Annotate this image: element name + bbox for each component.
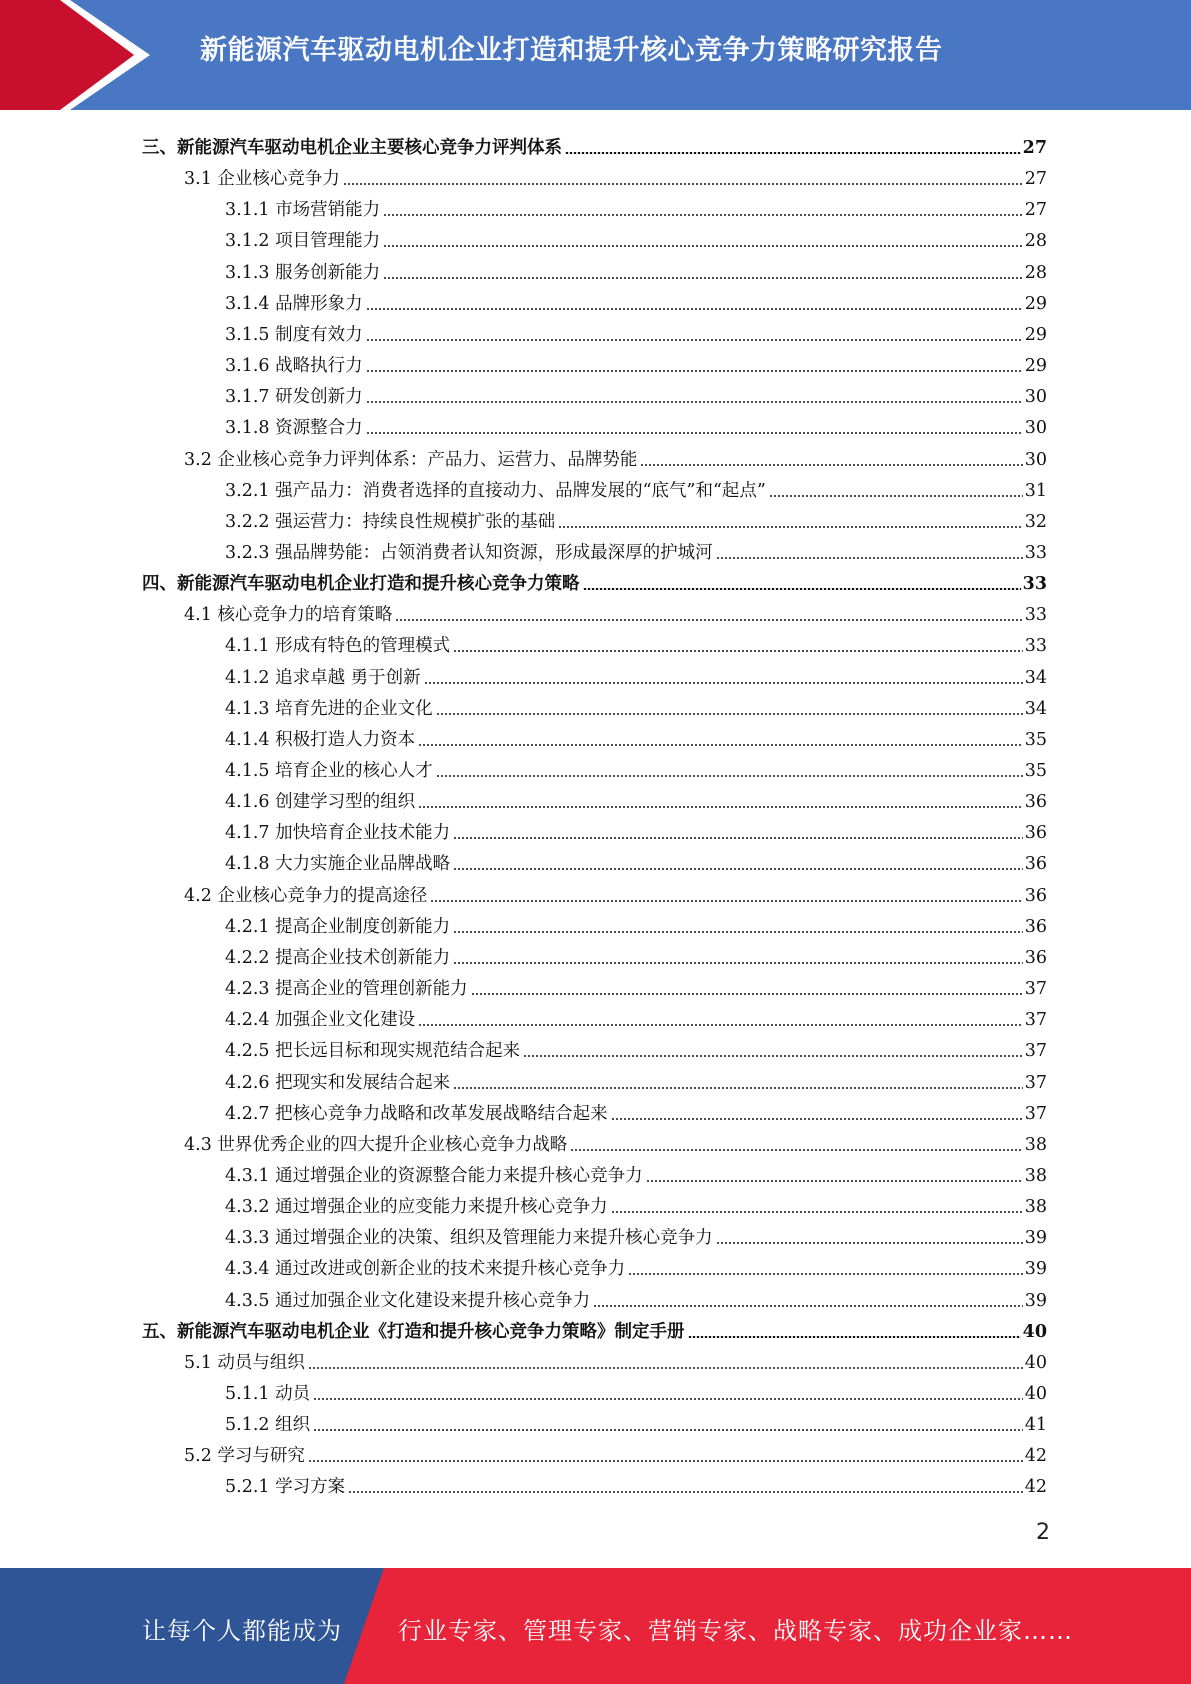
toc-entry[interactable] xyxy=(225,284,1047,315)
page-footer xyxy=(0,1568,1191,1684)
toc-dot-leader xyxy=(471,993,1023,995)
toc-entry[interactable] xyxy=(225,533,1047,564)
toc-dot-leader xyxy=(366,308,1023,310)
toc-entry[interactable] xyxy=(184,1343,1047,1374)
toc-entry-page-number: 34 xyxy=(1024,698,1047,719)
toc-entry-page-number: 36 xyxy=(1024,885,1047,906)
toc-entry[interactable] xyxy=(225,907,1047,938)
toc-entry-page-number: 36 xyxy=(1024,854,1047,875)
toc-entry-title: 3.2.2 强运营力：持续良性规模扩张的基础 xyxy=(225,511,556,532)
toc-entry-page-number: 36 xyxy=(1024,792,1047,813)
toc-entry-page-number: 33 xyxy=(1024,605,1047,626)
toc-entry[interactable] xyxy=(225,751,1047,782)
toc-entry-page-number: 38 xyxy=(1024,1197,1047,1218)
toc-entry-page-number: 42 xyxy=(1024,1477,1047,1498)
toc-entry[interactable] xyxy=(225,190,1047,221)
toc-dot-leader xyxy=(418,1024,1023,1026)
toc-entry[interactable] xyxy=(225,1031,1047,1062)
toc-entry-page-number: 36 xyxy=(1024,823,1047,844)
toc-entry[interactable] xyxy=(225,1374,1047,1405)
toc-entry-title: 4.1.5 培育企业的核心人才 xyxy=(225,761,433,781)
toc-entry[interactable] xyxy=(184,1436,1047,1467)
toc-dot-leader xyxy=(308,1460,1023,1462)
toc-entry-title: 3.2.3 强品牌势能：占领消费者认知资源，形成最深厚的护城河 xyxy=(225,542,713,563)
toc-entry[interactable] xyxy=(225,1156,1047,1187)
toc-entry-page-number: 33 xyxy=(1022,574,1047,595)
toc-entry-page-number: 29 xyxy=(1024,356,1047,377)
toc-entry-page-number: 40 xyxy=(1022,1321,1047,1342)
toc-entry[interactable] xyxy=(225,1249,1047,1280)
toc-dot-leader xyxy=(395,619,1022,621)
toc-entry-title: 4.3.2 通过增强企业的应变能力来提升核心竞争力 xyxy=(225,1197,608,1218)
toc-entry[interactable] xyxy=(225,346,1047,377)
toc-entry-page-number: 28 xyxy=(1024,262,1047,283)
toc-entry-page-number: 37 xyxy=(1024,1010,1047,1031)
toc-entry[interactable] xyxy=(142,564,1047,595)
toc-entry-title: 4.3.5 通过加强企业文化建设来提升核心竞争力 xyxy=(225,1290,591,1311)
toc-entry-title: 3.2.1 强产品力：消费者选择的直接动力、品牌发展的“底气”和“起点” xyxy=(225,480,766,501)
toc-entry-page-number: 38 xyxy=(1024,1165,1047,1186)
toc-entry[interactable] xyxy=(142,128,1047,159)
toc-entry-page-number: 42 xyxy=(1024,1446,1047,1467)
header-chevron-decoration xyxy=(0,0,160,110)
toc-dot-leader xyxy=(640,464,1022,466)
toc-entry-title: 5.1.1 动员 xyxy=(225,1384,311,1404)
toc-entry-page-number: 32 xyxy=(1024,511,1047,532)
toc-entry-title: 4.2.5 把长远目标和现实规范结合起来 xyxy=(225,1041,521,1062)
toc-entry-title: 3.1.7 研发创新力 xyxy=(225,387,363,408)
toc-entry-page-number: 38 xyxy=(1024,1134,1047,1155)
toc-entry-page-number: 39 xyxy=(1024,1228,1047,1249)
toc-dot-leader xyxy=(424,682,1023,684)
toc-entry-page-number: 39 xyxy=(1024,1290,1047,1311)
toc-entry-page-number: 30 xyxy=(1024,418,1047,439)
toc-dot-leader xyxy=(366,432,1023,434)
toc-dot-leader xyxy=(769,495,1023,497)
document-title: 新能源汽车驱动电机企业打造和提升核心竞争力策略研究报告 xyxy=(200,35,943,66)
toc-entry-title: 4.1.7 加快培育企业技术能力 xyxy=(225,823,451,844)
toc-entry[interactable] xyxy=(225,689,1047,720)
toc-dot-leader xyxy=(366,370,1023,372)
toc-entry-page-number: 27 xyxy=(1024,200,1047,221)
toc-dot-leader xyxy=(308,1367,1023,1369)
toc-entry-title: 3.2 企业核心竞争力评判体系：产品力、运营力、品牌势能 xyxy=(184,449,638,470)
toc-entry[interactable] xyxy=(225,969,1047,1000)
toc-entry-title: 3.1.5 制度有效力 xyxy=(225,324,363,345)
toc-entry[interactable] xyxy=(225,315,1047,346)
toc-dot-leader xyxy=(628,1273,1023,1275)
toc-dot-leader xyxy=(453,837,1023,839)
toc-entry-title: 4.2.4 加强企业文化建设 xyxy=(225,1010,416,1031)
toc-entry[interactable] xyxy=(225,408,1047,439)
toc-entry-page-number: 35 xyxy=(1024,761,1047,781)
toc-entry-title: 5.2 学习与研究 xyxy=(184,1446,305,1467)
page-number: 2 xyxy=(1036,1520,1050,1545)
toc-entry-title: 五、新能源汽车驱动电机企业《打造和提升核心竞争力策略》制定手册 xyxy=(142,1321,685,1342)
toc-entry[interactable] xyxy=(225,377,1047,408)
toc-entry-title: 4.2.6 把现实和发展结合起来 xyxy=(225,1072,451,1093)
toc-entry-title: 4.3.3 通过增强企业的决策、组织及管理能力来提升核心竞争力 xyxy=(225,1228,713,1249)
toc-entry-title: 5.1 动员与组织 xyxy=(184,1352,305,1373)
toc-dot-leader xyxy=(646,1180,1023,1182)
toc-entry-page-number: 33 xyxy=(1024,636,1047,657)
toc-entry[interactable] xyxy=(225,938,1047,969)
toc-entry-page-number: 41 xyxy=(1024,1415,1047,1436)
toc-dot-leader xyxy=(383,245,1023,247)
toc-dot-leader xyxy=(418,744,1023,746)
toc-entry-page-number: 35 xyxy=(1024,729,1047,750)
toc-entry-page-number: 30 xyxy=(1024,387,1047,408)
toc-entry-title: 4.2.3 提高企业的管理创新能力 xyxy=(225,979,468,1000)
toc-entry[interactable] xyxy=(142,1312,1047,1343)
toc-entry-page-number: 37 xyxy=(1024,979,1047,1000)
toc-entry[interactable] xyxy=(225,221,1047,252)
toc-entry-title: 4.1.2 追求卓越 勇于创新 xyxy=(225,667,421,688)
toc-entry-title: 3.1.2 项目管理能力 xyxy=(225,231,381,252)
toc-dot-leader xyxy=(383,214,1023,216)
toc-entry[interactable] xyxy=(225,253,1047,284)
toc-entry-title: 4.3.4 通过改进或创新企业的技术来提升核心竞争力 xyxy=(225,1259,626,1280)
toc-entry-title: 4.3.1 通过增强企业的资源整合能力来提升核心竞争力 xyxy=(225,1165,643,1186)
toc-entry[interactable] xyxy=(225,813,1047,844)
toc-dot-leader xyxy=(565,152,1021,154)
toc-entry[interactable] xyxy=(225,1281,1047,1312)
toc-dot-leader xyxy=(430,900,1022,902)
toc-entry[interactable] xyxy=(225,1218,1047,1249)
toc-entry-title: 4.2 企业核心竞争力的提高途径 xyxy=(184,885,428,906)
toc-entry[interactable] xyxy=(225,471,1047,502)
toc-entry[interactable] xyxy=(184,440,1047,471)
toc-dot-leader xyxy=(453,962,1023,964)
toc-dot-leader xyxy=(558,526,1023,528)
toc-entry[interactable] xyxy=(184,159,1047,190)
toc-entry-title: 3.1 企业核心竞争力 xyxy=(184,169,340,190)
toc-dot-leader xyxy=(343,183,1023,185)
toc-entry-page-number: 33 xyxy=(1024,542,1047,563)
toc-entry[interactable] xyxy=(225,1063,1047,1094)
toc-entry-page-number: 27 xyxy=(1024,169,1047,190)
toc-entry-title: 3.1.4 品牌形象力 xyxy=(225,293,363,314)
toc-entry[interactable] xyxy=(225,1094,1047,1125)
toc-dot-leader xyxy=(418,806,1023,808)
toc-entry[interactable] xyxy=(184,876,1047,907)
toc-dot-leader xyxy=(688,1336,1021,1338)
toc-entry-page-number: 37 xyxy=(1024,1103,1047,1124)
toc-dot-leader xyxy=(453,868,1023,870)
toc-dot-leader xyxy=(383,277,1023,279)
toc-entry-title: 4.3 世界优秀企业的四大提升企业核心竞争力战略 xyxy=(184,1134,568,1155)
toc-entry-title: 4.1.4 积极打造人力资本 xyxy=(225,729,416,750)
toc-dot-leader xyxy=(366,401,1023,403)
toc-entry-title: 4.1 核心竞争力的培育策略 xyxy=(184,605,393,626)
toc-entry[interactable] xyxy=(225,1405,1047,1436)
toc-dot-leader xyxy=(453,1087,1023,1089)
toc-entry[interactable] xyxy=(225,626,1047,657)
toc-entry-page-number: 30 xyxy=(1024,449,1047,470)
toc-entry-page-number: 36 xyxy=(1024,947,1047,968)
toc-dot-leader xyxy=(716,1242,1023,1244)
footer-slogan-left: 让每个人都能成为 xyxy=(142,1617,342,1645)
toc-entry-title: 3.1.6 战略执行力 xyxy=(225,356,363,377)
toc-entry[interactable] xyxy=(225,844,1047,875)
toc-entry-title: 三、新能源汽车驱动电机企业主要核心竞争力评判体系 xyxy=(142,138,562,158)
toc-dot-leader xyxy=(313,1429,1023,1431)
toc-dot-leader xyxy=(583,588,1021,590)
toc-entry-page-number: 36 xyxy=(1024,916,1047,937)
toc-dot-leader xyxy=(348,1491,1023,1493)
toc-entry[interactable] xyxy=(225,658,1047,689)
toc-entry[interactable] xyxy=(225,1000,1047,1031)
toc-entry-title: 3.1.3 服务创新能力 xyxy=(225,262,381,283)
toc-entry[interactable] xyxy=(225,782,1047,813)
toc-dot-leader xyxy=(366,339,1023,341)
toc-entry-title: 4.1.6 创建学习型的组织 xyxy=(225,792,416,813)
toc-dot-leader xyxy=(716,557,1023,559)
toc-dot-leader xyxy=(313,1398,1023,1400)
toc-entry-title: 4.2.2 提高企业技术创新能力 xyxy=(225,947,451,968)
toc-dot-leader xyxy=(523,1055,1023,1057)
toc-entry[interactable] xyxy=(225,1467,1047,1498)
toc-entry-title: 4.2.1 提高企业制度创新能力 xyxy=(225,916,451,937)
toc-entry[interactable] xyxy=(225,502,1047,533)
toc-entry-title: 4.1.1 形成有特色的管理模式 xyxy=(225,636,451,657)
toc-entry-page-number: 28 xyxy=(1024,231,1047,252)
toc-entry-page-number: 37 xyxy=(1024,1072,1047,1093)
toc-entry-page-number: 37 xyxy=(1024,1041,1047,1062)
toc-entry-page-number: 29 xyxy=(1024,324,1047,345)
toc-entry-title: 4.1.8 大力实施企业品牌战略 xyxy=(225,854,451,875)
toc-entry-page-number: 34 xyxy=(1024,667,1047,688)
toc-dot-leader xyxy=(593,1305,1023,1307)
toc-entry-title: 5.2.1 学习方案 xyxy=(225,1477,346,1498)
toc-entry-page-number: 39 xyxy=(1024,1259,1047,1280)
toc-entry-page-number: 40 xyxy=(1024,1352,1047,1373)
toc-entry-page-number: 29 xyxy=(1024,293,1047,314)
toc-entry-title: 3.1.8 资源整合力 xyxy=(225,418,363,439)
footer-slogan-right: 行业专家、管理专家、营销专家、战略专家、成功企业家…… xyxy=(398,1617,1073,1645)
toc-entry-title: 3.1.1 市场营销能力 xyxy=(225,200,381,221)
toc-entry-title: 四、新能源汽车驱动电机企业打造和提升核心竞争力策略 xyxy=(142,574,580,595)
toc-dot-leader xyxy=(611,1211,1023,1213)
toc-entry[interactable] xyxy=(184,1125,1047,1156)
toc-dot-leader xyxy=(611,1118,1023,1120)
toc-entry-title: 4.2.7 把核心竞争力战略和改革发展战略结合起来 xyxy=(225,1103,608,1124)
toc-dot-leader xyxy=(570,1149,1022,1151)
toc-entry-title: 5.1.2 组织 xyxy=(225,1415,311,1436)
toc-entry[interactable] xyxy=(184,595,1047,626)
toc-dot-leader xyxy=(453,650,1023,652)
toc-dot-leader xyxy=(453,931,1023,933)
toc-entry[interactable] xyxy=(225,720,1047,751)
toc-entry[interactable] xyxy=(225,1187,1047,1218)
toc-entry-title: 4.1.3 培育先进的企业文化 xyxy=(225,698,433,719)
toc-entry-page-number: 27 xyxy=(1022,138,1047,158)
toc-entry-page-number: 31 xyxy=(1024,480,1047,501)
toc-dot-leader xyxy=(436,713,1023,715)
page-header xyxy=(0,0,1191,110)
toc-dot-leader xyxy=(436,775,1023,777)
toc-entry-page-number: 40 xyxy=(1024,1384,1047,1404)
